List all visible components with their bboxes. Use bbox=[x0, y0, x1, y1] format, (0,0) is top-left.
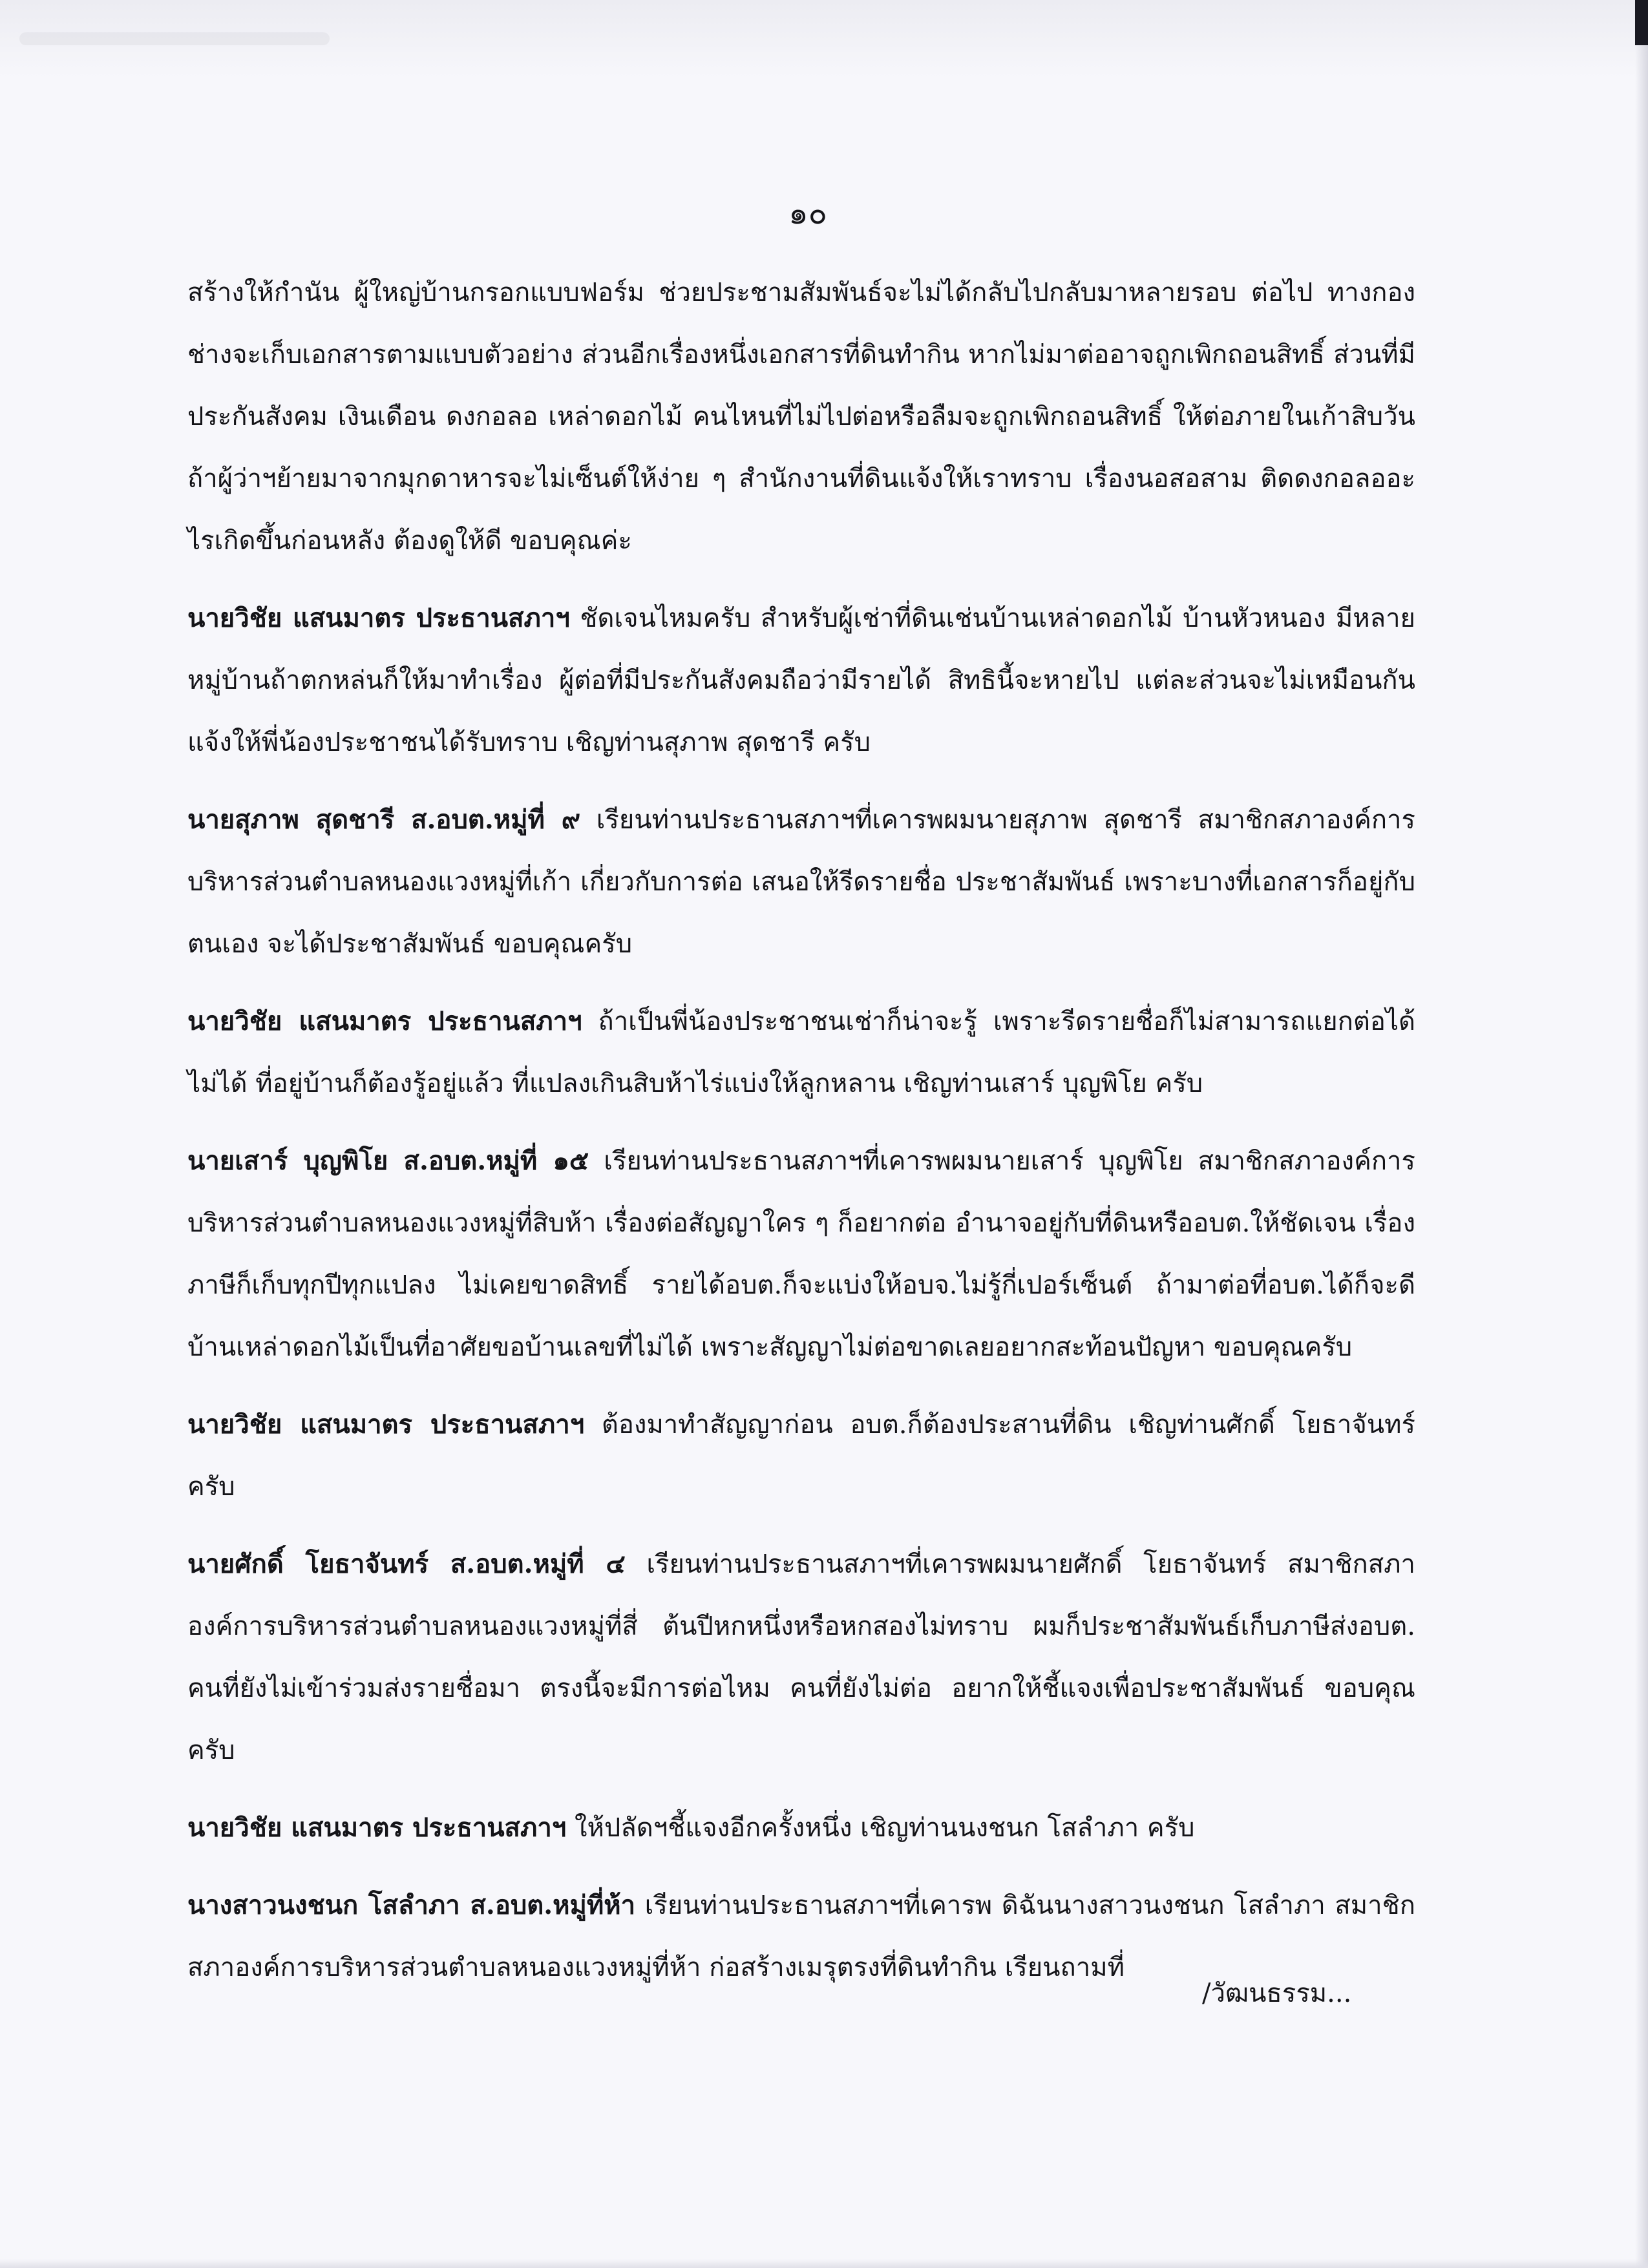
speech-text: เรียนท่านประธานสภาฯที่เคารพผมนายเสาร์ บุญพิโย สมาชิกสภาองค์การบริหารส่วนตำบลหนองแวงหมู่ที่สิบห้า เรื่องต่อสัญญาใคร ๆ ก็อยากต่อ อำนาจอยู่กับที่ดินหรืออบต.ให้ชัดเจน เรื่องภาษีก็เก็บทุกปีทุกแปลง ไม่เคยขาดสิทธิ์ รายได้อบต.ก็จะแบ่งให้อบจ.ไม่รู้กี่เปอร์เซ็นต์ ถ้ามาต่อที่อบต.ได้ก็จะดี บ้านเหล่าดอกไม้เป็นที่อาศัยขอบ้านเลขที่ไม่ได้ เพราะสัญญาไม่ต่อขาดเลยอยากสะท้อนปัญหา ขอบคุณครับ bbox=[187, 1146, 1415, 1362]
speech-paragraph-1 bbox=[187, 587, 1415, 773]
speech-paragraph-2 bbox=[187, 789, 1415, 975]
scan-corner-mark bbox=[1635, 0, 1648, 45]
scan-smudge bbox=[19, 32, 330, 45]
speech-text: เรียนท่านประธานสภาฯที่เคารพผมนายศักดิ์ โยธาจันทร์ สมาชิกสภาองค์การบริหารส่วนตำบลหนองแวงหมู่ที่สี่ ต้นปีหกหนึ่งหรือหกสองไม่ทราบ ผมก็ประชาสัมพันธ์เก็บภาษีส่งอบต. คนที่ยังไม่เข้าร่วมส่งรายชื่อมา ตรงนี้จะมีการต่อไหม คนที่ยังไม่ต่อ อยากให้ชี้แจงเพื่อประชาสัมพันธ์ ขอบคุณครับ bbox=[187, 1549, 1415, 1765]
speech-paragraph-6 bbox=[187, 1533, 1415, 1781]
page-number: ๑๐ bbox=[788, 195, 827, 231]
continuation-note: /วัฒนธรรม... bbox=[1202, 1979, 1352, 2008]
speaker-name: นายวิชัย แสนมาตร ประธานสภาฯ bbox=[187, 1812, 567, 1843]
opening-paragraph bbox=[187, 262, 1415, 572]
scan-bottom-edge bbox=[0, 2259, 1648, 2268]
speech-text: เรียนท่านประธานสภาฯที่เคารพ ดิฉันนางสาวนงชนก โสลำภา สมาชิกสภาองค์การบริหารส่วนตำบลหนองแวงหมู่ที่ห้า ก่อสร้างเมรุตรงที่ดินทำกิน เรียนถามที่ bbox=[187, 1891, 1415, 1982]
speaker-name: นายสุภาพ สุดชารี ส.อบต.หมู่ที่ ๙ bbox=[187, 804, 581, 835]
speech-paragraph-7 bbox=[187, 1797, 1415, 1859]
speech-text: ถ้าเป็นพี่น้องประชาชนเช่าก็น่าจะรู้ เพราะรีดรายชื่อก็ไม่สามารถแยกต่อได้ ไม่ได้ ที่อยู่บ้านก็ต้องรู้อยู่แล้ว ที่แปลงเกินสิบห้าไร่แบ่งให้ลูกหลาน เชิญท่านเสาร์ บุญพิโย ครับ bbox=[187, 1007, 1415, 1098]
speaker-name: นายวิชัย แสนมาตร ประธานสภาฯ bbox=[187, 603, 570, 633]
speech-text: ต้องมาทำสัญญาก่อน อบต.ก็ต้องประสานที่ดิน เชิญท่านศักดิ์ โยธาจันทร์ ครับ bbox=[187, 1410, 1416, 1502]
speaker-name: นางสาวนงชนก โสลำภา ส.อบต.หมู่ที่ห้า bbox=[187, 1890, 636, 1920]
speaker-name: นายศักดิ์ โยธาจันทร์ ส.อบต.หมู่ที่ ๔ bbox=[187, 1549, 626, 1579]
minutes-body bbox=[187, 262, 1415, 2014]
opening-text: สร้างให้กำนัน ผู้ใหญ่บ้านกรอกแบบฟอร์ม ช่วยประชามสัมพันธ์จะไม่ได้กลับไปกลับมาหลายรอบ ต่อไป ทางกองช่างจะเก็บเอกสารตามแบบตัวอย่าง ส่วนอีกเรื่องหนึ่งเอกสารที่ดินทำกิน หากไม่มาต่ออาจถูกเพิกถอนสิทธิ์ ส่วนที่มีประกันสังคม เงินเดือน ดงกอลอ เหล่าดอกไม้ คนไหนที่ไม่ไปต่อหรือลืมจะถูกเพิกถอนสิทธิ์ ให้ต่อภายในเก้าสิบวัน ถ้าผู้ว่าฯย้ายมาจากมุกดาหารจะไม่เซ็นต์ให้ง่าย ๆ สำนักงานที่ดินแจ้งให้เราทราบ เรื่องนอสอสาม ติดดงกอลออะไรเกิดขึ้นก่อนหลัง ต้องดูให้ดี ขอบคุณค่ะ bbox=[187, 278, 1415, 556]
speaker-name: นายวิชัย แสนมาตร ประธานสภาฯ bbox=[187, 1409, 585, 1440]
speaker-name: นายเสาร์ บุญพิโย ส.อบต.หมู่ที่ ๑๕ bbox=[187, 1146, 589, 1176]
speech-paragraph-4 bbox=[187, 1130, 1415, 1378]
scan-right-edge bbox=[1635, 0, 1648, 2268]
speech-text: ให้ปลัดฯชี้แจงอีกครั้งหนึ่ง เชิญท่านนงชนก โสลำภา ครับ bbox=[574, 1813, 1195, 1843]
speech-text: เรียนท่านประธานสภาฯที่เคารพผมนายสุภาพ สุดชารี สมาชิกสภาองค์การบริหารส่วนตำบลหนองแวงหมู่ที่เก้า เกี่ยวกับการต่อ เสนอให้รีดรายชื่อ ประชาสัมพันธ์ เพราะบางที่เอกสารก็อยู่กับตนเอง จะได้ประชาสัมพันธ์ ขอบคุณครับ bbox=[187, 805, 1416, 959]
speaker-name: นายวิชัย แสนมาตร ประธานสภาฯ bbox=[187, 1006, 582, 1036]
speech-text: ชัดเจนไหมครับ สำหรับผู้เช่าที่ดินเช่นบ้านเหล่าดอกไม้ บ้านหัวหนอง มีหลายหมู่บ้านถ้าตกหล่นก็ให้มาทำเรื่อง ผู้ต่อที่มีประกันสังคมถือว่ามีรายได้ สิทธินี้จะหายไป แต่ละส่วนจะไม่เหมือนกันแจ้งให้พี่น้องประชาชนได้รับทราบ เชิญท่านสุภาพ สุดชารี ครับ bbox=[187, 604, 1415, 757]
speech-paragraph-3 bbox=[187, 991, 1415, 1115]
speech-paragraph-5 bbox=[187, 1394, 1415, 1518]
